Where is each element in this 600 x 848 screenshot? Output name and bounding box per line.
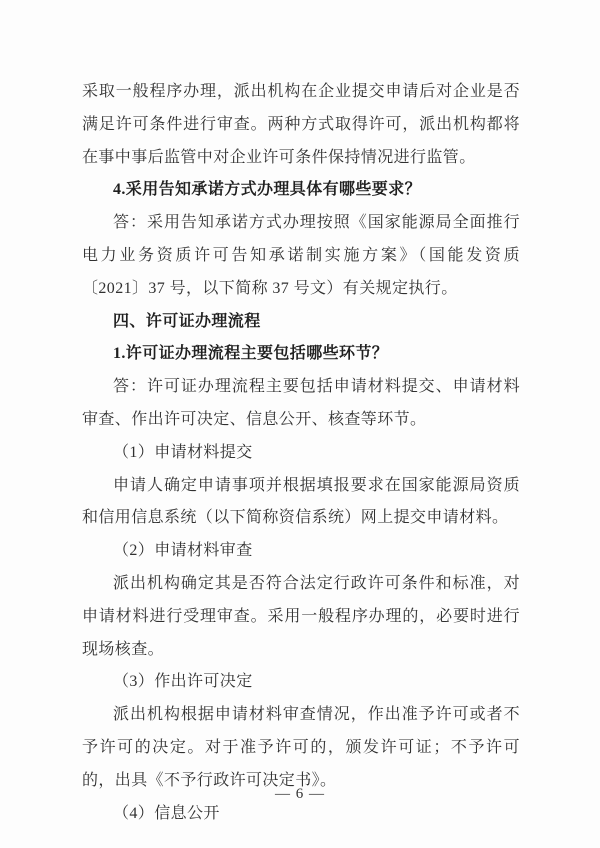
question-heading: 4.采用告知承诺方式办理具体有哪些要求？ — [113, 181, 422, 199]
page-number: — 6 — — [275, 786, 325, 802]
paragraph: （3）作出许可决定 — [113, 673, 253, 691]
paragraph: 答：采用告知承诺方式办理按照《国家能源局全面推行电力业务资质许可告知承诺制实施方案》（国能发资质〔2021〕37 号，以下简称 37 号文）有关规定执行。 — [82, 214, 520, 297]
paragraph: 采取一般程序办理，派出机构在企业提交申请后对企业是否满足许可条件进行审查。两种方式取得许可，派出机构都将在事中事后监管中对企业许可条件保持情况进行监管。 — [82, 83, 520, 166]
paragraph: （4）信息公开 — [113, 804, 220, 822]
question-heading: 1.许可证办理流程主要包括哪些环节？ — [113, 345, 389, 363]
paragraph: 派出机构根据申请材料审查情况，作出准予许可或者不予许可的决定。对于准予许可的，颁发许可证；不予许可的，出具《不予行政许可决定书》。 — [82, 706, 520, 789]
paragraph: 派出机构确定其是否符合法定行政许可条件和标准，对申请材料进行受理审查。采用一般程序办理的，必要时进行现场核查。 — [82, 574, 520, 658]
section-heading: 四、许可证办理流程 — [113, 312, 261, 330]
paragraph: （2）申请材料审查 — [113, 542, 253, 560]
paragraph: 申请人确定申请事项并根据填报要求在国家能源局资质和信用信息系统（以下简称资信系统）网上提交申请材料。 — [82, 476, 520, 527]
document-body — [82, 76, 520, 830]
paragraph: （1）申请材料提交 — [113, 443, 253, 461]
paragraph: 答：许可证办理流程主要包括申请材料提交、申请材料审查、作出许可决定、信息公开、核查等环节。 — [82, 378, 520, 428]
